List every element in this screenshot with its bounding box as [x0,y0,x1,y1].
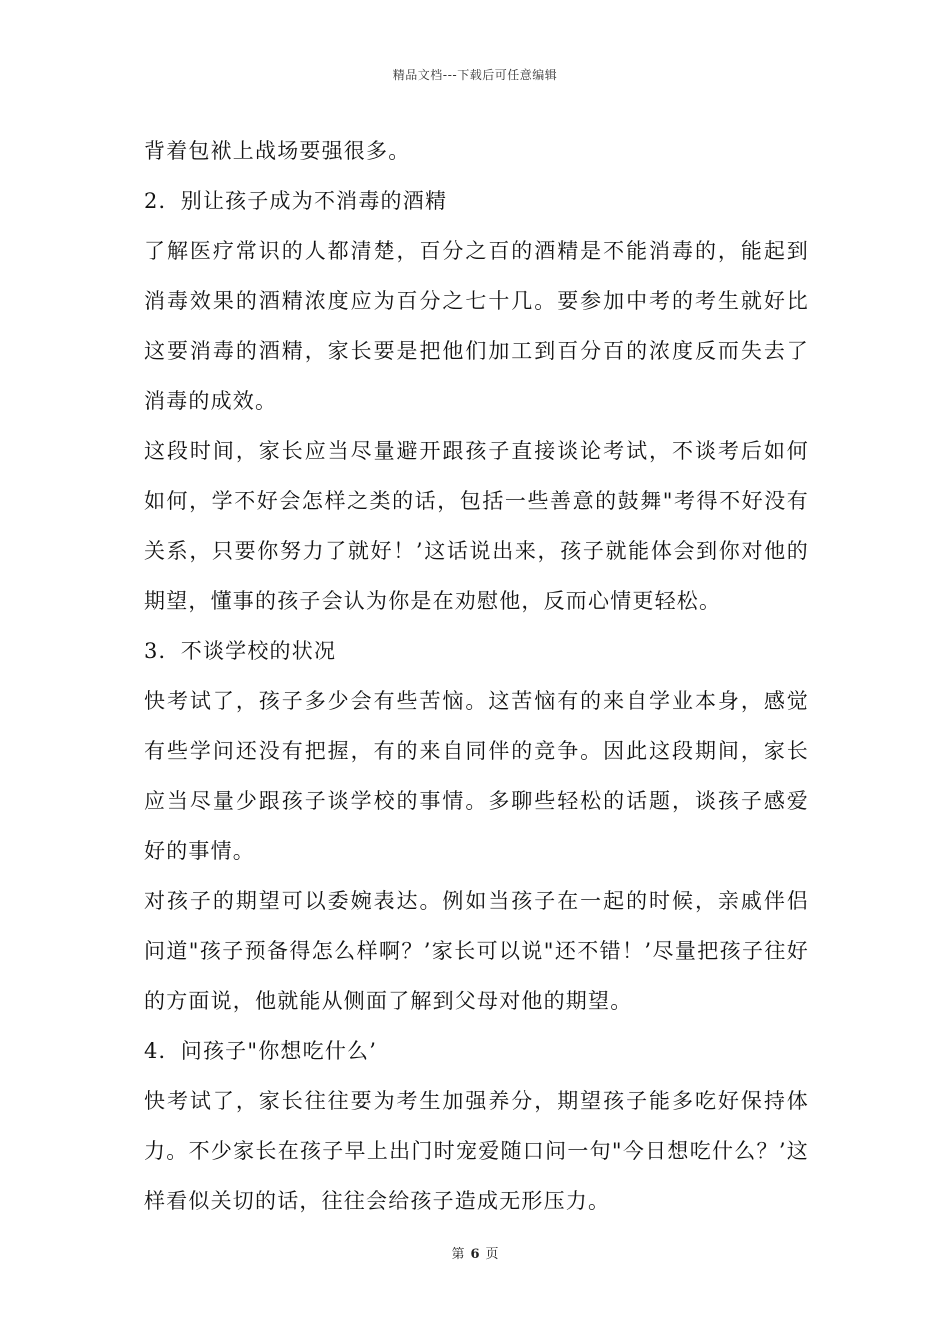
paragraph-continuation: 背着包袱上战场要强很多。 [144,139,411,163]
paragraph-nutrition-pressure: 快考试了，家长往往要为考生加强养分，期望孩子能多吃好保持体力。不少家长在孩子早上出门时宠爱随口问一句"今日想吃什么？’这样看似关切的话，往往会给孩子造成无形压力。 [144,1089,809,1213]
paragraph-exam-worries: 快考试了，孩子多少会有些苦恼。这苦恼有的来自学业本身，感觉有些学问还没有把握，有的来自同伴的竞争。因此这段期间，家长应当尽量少跟孩子谈学校的事情。多聊些轻松的话题，谈孩子感爱好的事情。 [144,689,809,863]
section-heading-4: 4．问孩子"你想吃什么’ [144,1039,378,1063]
paragraph-avoid-exam-talk: 这段时间，家长应当尽量避开跟孩子直接谈论考试，不谈考后如何如何，学不好会怎样之类的话，包括一些善意的鼓舞"考得不好没有关系，只要你努力了就好！’这话说出来，孩子就能体会到你对他的期望，懂事的孩子会认为你是在劝慰他，反而心情更轻松。 [144,439,809,613]
paragraph-express-expectations: 对孩子的期望可以委婉表达。例如当孩子在一起的时候，亲戚伴侣问道"孩子预备得怎么样啊？’家长可以说"还不错！’尽量把孩子往好的方面说，他就能从侧面了解到父母对他的期望。 [144,889,809,1013]
page-label-suffix: 页 [485,1247,499,1262]
document-body [144,126,809,1226]
paragraph-alcohol-analogy: 了解医疗常识的人都清楚，百分之百的酒精是不能消毒的，能起到消毒效果的酒精浓度应为百分之七十几。要参加中考的考生就好比这要消毒的酒精，家长要是把他们加工到百分百的浓度反而失去了消毒的成效。 [144,239,809,413]
page-label-prefix: 第 [451,1247,465,1262]
section-heading-3: 3．不谈学校的状况 [144,639,337,663]
page-number: 6 [470,1247,480,1262]
section-heading-2: 2．别让孩子成为不消毒的酒精 [144,189,448,213]
page-header: 精品文档---下载后可任意编辑 [392,68,558,82]
page-footer [0,1243,950,1262]
